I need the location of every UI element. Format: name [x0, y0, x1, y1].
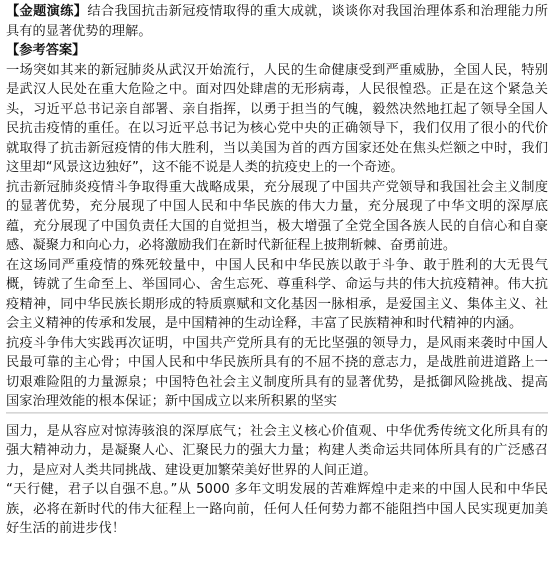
answer-paragraph-5: 国力，是从容应对惊涛骇浪的深厚底气；社会主义核心价值观、中华优秀传统文化所具有的强大精神动力，是凝聚人心、汇聚民力的强大力量；构建人类命运共同体所具有的广泛感召力，是应对人类共同挑战、建设更加繁荣美好世界的人间正道。 — [6, 423, 548, 478]
page-break-divider — [6, 413, 548, 422]
answer-paragraph-3: 在这场同严重疫情的殊死较量中，中国人民和中华民族以敢于斗争、敢于胜利的大无畏气概，铸就了生命至上、举国同心、舍生忘死、尊重科学、命运与共的伟大抗疫精神。伟大抗疫精神，同中华民族长期形成的特质禀赋和文化基因一脉相承，是爱国主义、集体主义、社会主义精神的传承和发展，是中国精神的生动诠释，丰富了民族精神和时代精神的内涵。 — [6, 257, 548, 331]
question-tag: 【金题演练】 — [6, 4, 88, 19]
question-paragraph — [6, 2, 548, 41]
answer-paragraph-2: 抗击新冠肺炎疫情斗争取得重大战略成果，充分展现了中国共产党领导和我国社会主义制度的显著优势，充分展现了中国人民和中华民族的伟大力量，充分展现了中华文明的深厚底蕴，充分展现了中国负责任大国的自觉担当，极大增强了全党全国各族人民的自信心和自豪感、凝聚力和向心力，必将激励我们在新时代新征程上披荆斩棘、奋勇前进。 — [6, 179, 548, 253]
answer-paragraph-4: 抗疫斗争伟大实践再次证明，中国共产党所具有的无比坚强的领导力，是风雨来袭时中国人民最可靠的主心骨；中国人民和中华民族所具有的不屈不挠的意志力，是战胜前进道路上一切艰难险阻的力量源泉；中国特色社会主义制度所具有的显著优势，是抵御风险挑战、提高国家治理效能的根本保证；新中国成立以来所积累的坚实 — [6, 334, 548, 413]
answer-heading: 【参考答案】 — [6, 43, 86, 58]
answer-paragraph-1: 一场突如其来的新冠肺炎从武汉开始流行，人民的生命健康受到严重威胁，全国人民，特别是武汉人民处在重大危险之中。面对四处肆虐的无形病毒，人民很惶恐。正是在这个紧急关头，习近平总书记亲自部署、亲自指挥，以勇于担当的气魄，毅然决然地扛起了领导全国人民抗击疫情的重任。在以习近平总书记为核心党中央的正确领导下，我们仅用了很小的代价就取得了抗击新冠疫情的伟大胜利，当以美国为首的西方国家还处在焦头烂额之中时，我们这里却“风景这边独好”，这不能不说是人类的抗疫史上的一个奇迹。 — [6, 62, 548, 175]
answer-paragraph-6: “天行健，君子以自强不息。”从 5000 多年文明发展的苦难辉煌中走来的中国人民和中华民族，必将在新时代的伟大征程上一路向前，任何人任何势力都不能阻挡中国人民实现更加美好生活的前进步伐！ — [6, 482, 548, 536]
question-text: 结合我国抗击新冠疫情取得的重大成就，谈谈你对我国治理体系和治理能力所具有的显著优势的理解。 — [6, 4, 548, 39]
document-text — [6, 2, 548, 539]
